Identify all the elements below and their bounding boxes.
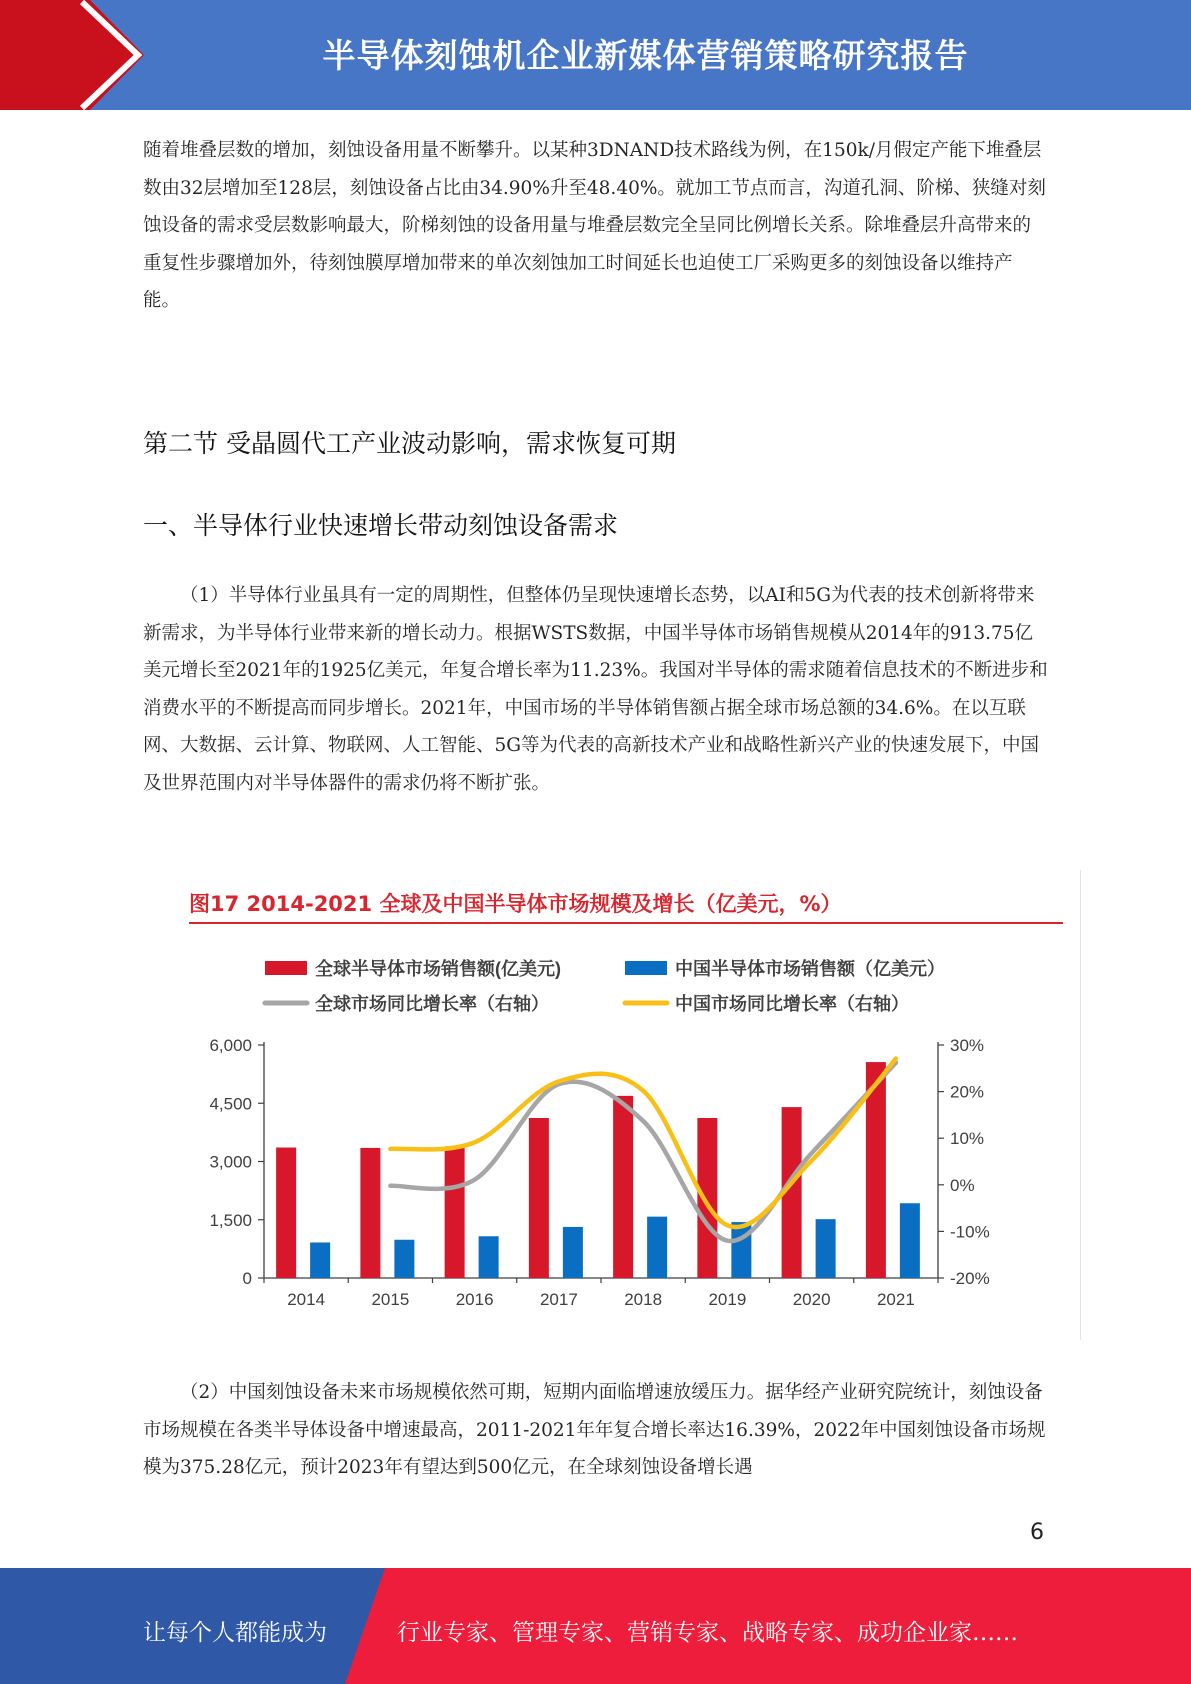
y-tick-label-right: 0%: [950, 1175, 975, 1195]
x-tick-label: 2014: [287, 1290, 326, 1309]
chart-plot: [175, 870, 1075, 1340]
legend-label: 全球半导体市场销售额(亿美元): [315, 959, 561, 979]
legend-swatch: [265, 961, 307, 975]
y-tick-label-right: 20%: [950, 1082, 985, 1102]
footer-slogan-right: 行业专家、管理专家、营销专家、战略专家、成功企业家……: [397, 1620, 1018, 1646]
legend-label: 中国市场同比增长率（右轴）: [675, 994, 909, 1014]
y-tick-label-left: 0: [242, 1269, 252, 1288]
bar-global: [276, 1148, 296, 1278]
page-footer: [0, 1568, 1191, 1684]
bar-global: [697, 1118, 717, 1278]
footer-slogan-left: 让每个人都能成为: [143, 1620, 327, 1646]
x-tick-label: 2015: [371, 1290, 410, 1309]
x-tick-label: 2021: [876, 1290, 915, 1309]
y-tick-label-right: -10%: [950, 1222, 990, 1242]
report-title: 半导体刻蚀机企业新媒体营销策略研究报告: [322, 36, 969, 75]
bar-china: [900, 1203, 920, 1278]
bar-china: [731, 1222, 751, 1278]
paragraph-etch-demand: 随着堆叠层数的增加，刻蚀设备用量不断攀升。以某种3DNAND技术路线为例，在150k/月假定产能下堆叠层数由32层增加至128层，刻蚀设备占比由34.90%升至48.40%。就加工节点而言，沟道孔洞、阶梯、狭缝对刻蚀设备的需求受层数影响最大，阶梯刻蚀的设备用量与堆叠层数完全呈同比例增长关系。除堆叠层升高带来的重复性步骤增加外，待刻蚀膜厚增加带来的单次刻蚀加工时间延长也迫使工厂采购更多的刻蚀设备以维持产能。: [143, 140, 1046, 311]
bar-global: [360, 1148, 380, 1278]
x-tick-label: 2020: [792, 1290, 831, 1309]
y-tick-label-left: 1,500: [209, 1210, 252, 1230]
bar-global: [529, 1118, 549, 1278]
subsection-heading: 一、半导体行业快速增长带动刻蚀设备需求: [143, 511, 619, 540]
bar-china: [816, 1219, 836, 1278]
legend-swatch: [625, 961, 667, 975]
page-header: [0, 0, 1191, 110]
bar-global: [445, 1146, 465, 1278]
bar-china: [310, 1242, 330, 1278]
x-tick-label: 2018: [624, 1290, 663, 1309]
page-number: 6: [1030, 1520, 1044, 1545]
bar-china: [563, 1227, 583, 1278]
bar-china: [394, 1240, 414, 1278]
paragraph-etch-market-outlook: （2）中国刻蚀设备未来市场规模依然可期，短期内面临增速放缓压力。据华经产业研究院统计，刻蚀设备市场规模在各类半导体设备中增速最高，2011-2021年年复合增长率达16.39%，2022年中国刻蚀设备市场规模为375.28亿元，预计2023年有望达到500亿元，在全球刻蚀设备增长遇: [143, 1382, 1046, 1478]
chart-title: 图17 2014-2021 全球及中国半导体市场规模及增长（亿美元，%）: [189, 892, 842, 916]
x-tick-label: 2019: [708, 1290, 747, 1309]
y-tick-label-right: 10%: [950, 1129, 985, 1149]
y-tick-label-left: 3,000: [209, 1152, 252, 1172]
bar-global: [613, 1096, 633, 1278]
x-tick-label: 2016: [455, 1290, 494, 1309]
legend-label: 中国半导体市场销售额（亿美元）: [675, 959, 945, 979]
bar-china: [479, 1236, 499, 1278]
y-tick-label-right: 30%: [950, 1036, 985, 1055]
bar-china: [647, 1217, 667, 1278]
paragraph-semiconductor-growth: （1）半导体行业虽具有一定的周期性，但整体仍呈现快速增长态势，以AI和5G为代表的技术创新将带来新需求，为半导体行业带来新的增长动力。根据WSTS数据，中国半导体市场销售规模从2014年的913.75亿美元增长至2021年的1925亿美元，年复合增长率为11.23%。我国对半导体的需求随着信息技术的不断进步和消费水平的不断提高而同步增长。2021年，中国市场的半导体销售额占据全球市场总额的34.6%。在以互联网、大数据、云计算、物联网、人工智能、5G等为代表的高新技术产业和战略性新兴产业的快速发展下，中国及世界范围内对半导体器件的需求仍将不断扩张。: [143, 585, 1048, 794]
figure-17: [175, 870, 1081, 1340]
section-heading: 第二节 受晶圆代工产业波动影响，需求恢复可期: [143, 429, 676, 458]
y-tick-label-left: 6,000: [209, 1036, 252, 1055]
y-tick-label-right: -20%: [950, 1269, 990, 1288]
legend-label: 全球市场同比增长率（右轴）: [315, 994, 549, 1014]
x-tick-label: 2017: [539, 1290, 578, 1309]
y-tick-label-left: 4,500: [209, 1094, 252, 1114]
